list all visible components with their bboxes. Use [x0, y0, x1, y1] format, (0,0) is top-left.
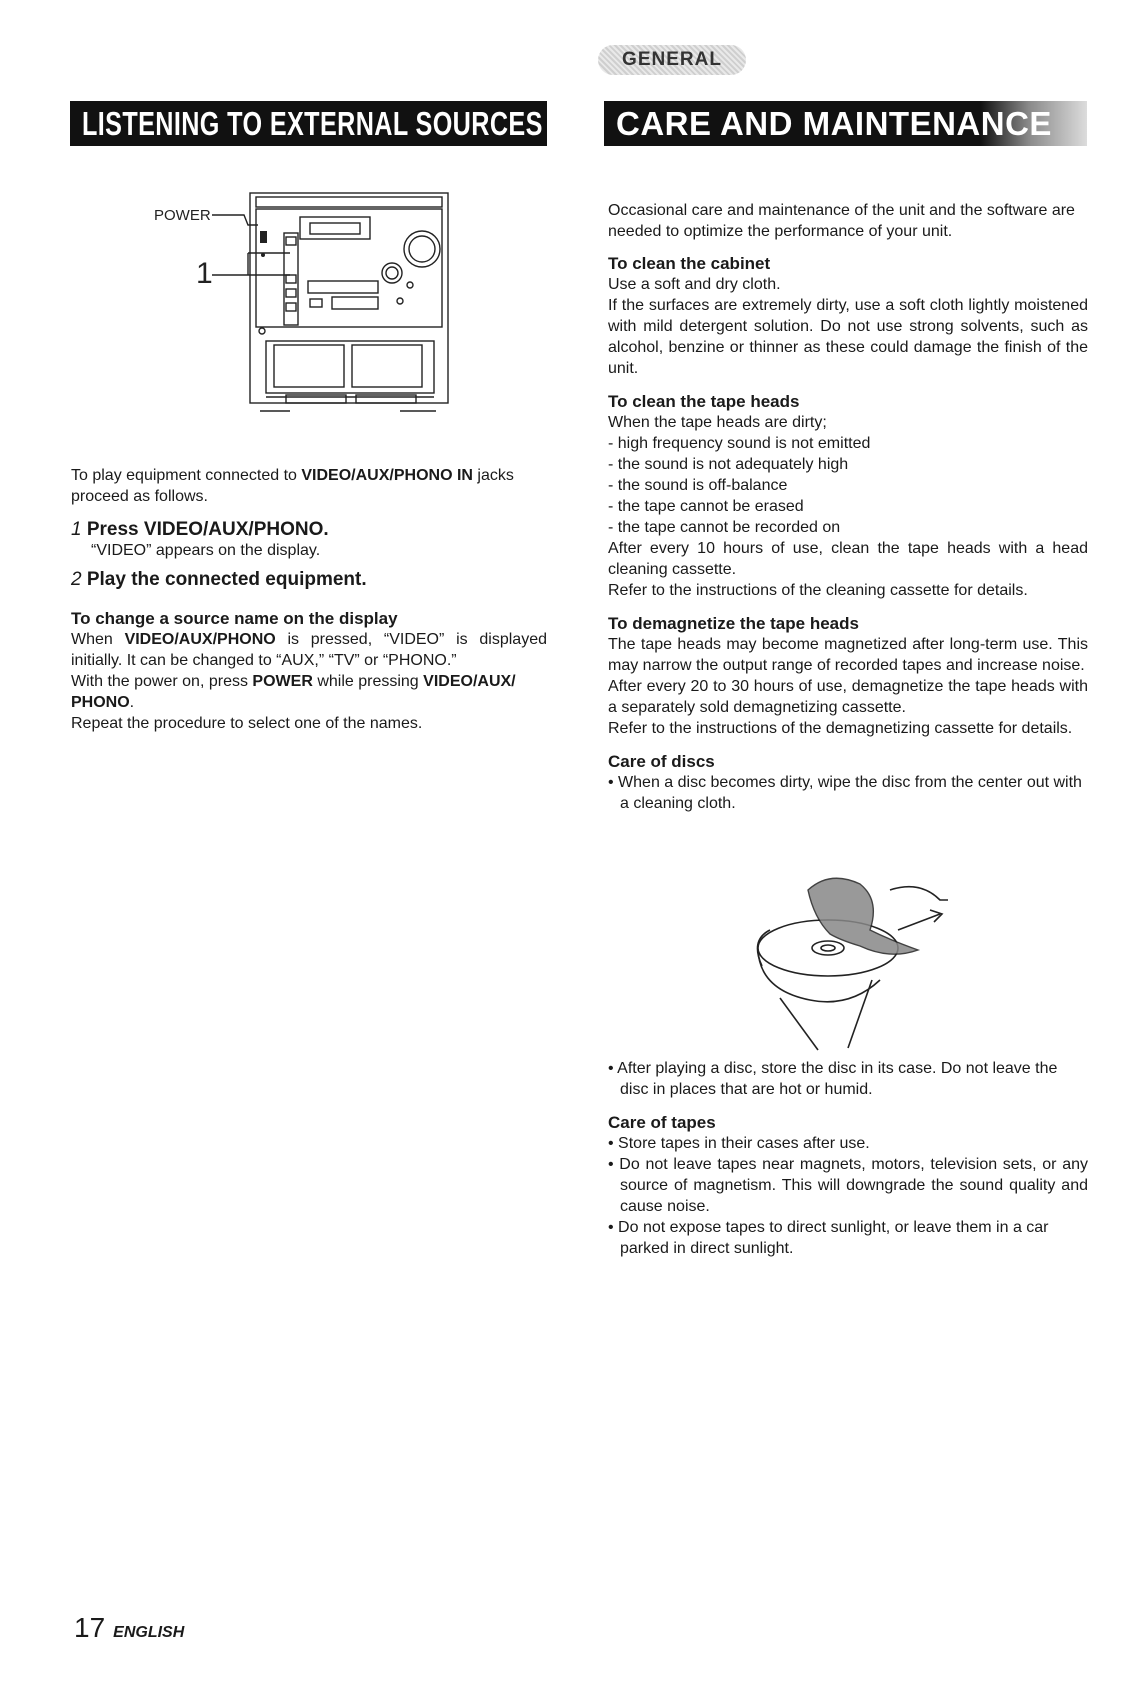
change-source-text-2: With the power on, press POWER while pressing VIDEO/AUX/ PHONO. [71, 673, 516, 711]
step-1: 1 Press VIDEO/AUX/PHONO. [71, 519, 329, 540]
discs-item-store: • After playing a disc, store the disc in its case. Do not leave the disc in places that are hot or humid. [608, 1060, 1058, 1098]
step-callout: 1 [196, 257, 213, 290]
intro-text: To play equipment connected to VIDEO/AUX/PHONO IN jacks proceed as follows. [71, 467, 514, 505]
demagnetize-text-3: Refer to the instructions of the demagnetizing cassette for details. [608, 720, 1073, 737]
clean-heads-text-1: When the tape heads are dirty; [608, 414, 827, 431]
symptom-item: - the sound is not adequately high [608, 456, 849, 473]
tapes-item: • Store tapes in their cases after use. [608, 1135, 870, 1152]
disc-cleaning-illustration [740, 870, 950, 1050]
tapes-item: • Do not expose tapes to direct sunlight, or leave them in a car parked in direct sunlight. [608, 1219, 1049, 1257]
symptom-item: - the sound is off-balance [608, 477, 788, 494]
tapes-item: • Do not leave tapes near magnets, motors, television sets, or any source of magnetism. This will downgrade the sound quality and cause noise. [608, 1156, 1088, 1215]
clean-cabinet-text-2: If the surfaces are extremely dirty, use a soft cloth lightly moistened with mild detergent solution. Do not use strong solvents, such as alcohol, benzine or thinner as these could damage the finish of the unit. [608, 297, 1088, 377]
care-tapes-title: Care of tapes [608, 1113, 716, 1132]
symptom-item: - the tape cannot be recorded on [608, 519, 841, 536]
page-footer [74, 1612, 184, 1644]
care-intro: Occasional care and maintenance of the unit and the software are needed to optimize the performance of your unit. [608, 202, 1075, 240]
care-banner: CARE AND MAINTENANCE [604, 101, 1087, 146]
left-column [71, 465, 547, 734]
clean-cabinet-title: To clean the cabinet [608, 254, 771, 273]
change-source-text-1: When VIDEO/AUX/PHONO is pressed, “VIDEO” is displayed initially. It can be changed to “AUX,” “TV” or “PHONO.” [71, 631, 548, 669]
clean-heads-title: To clean the tape heads [608, 392, 800, 411]
change-source-text-3: Repeat the procedure to select one of the names. [71, 715, 423, 732]
power-callout: POWER [154, 207, 211, 224]
care-discs-title: Care of discs [608, 752, 715, 771]
listening-banner: LISTENING TO EXTERNAL SOURCES [70, 101, 547, 146]
tapes-list [608, 1133, 1088, 1259]
change-source-title: To change a source name on the display [71, 609, 398, 628]
step-1-note: “VIDEO” appears on the display. [91, 542, 321, 559]
step-2: 2 Play the connected equipment. [71, 569, 367, 590]
demagnetize-title: To demagnetize the tape heads [608, 614, 859, 633]
discs-item-wipe: • When a disc becomes dirty, wipe the disc from the center out with a cleaning cloth. [608, 774, 1082, 812]
right-column [608, 200, 1088, 814]
demagnetize-text-1: The tape heads may become magnetized after long-term use. This may narrow the output range of recorded tapes and increase noise. [608, 636, 1088, 674]
symptom-item: - high frequency sound is not emitted [608, 435, 871, 452]
language-label: ENGLISH [113, 1624, 185, 1641]
clean-heads-text-3: Refer to the instructions of the cleaning cassette for details. [608, 582, 1028, 599]
demagnetize-text-2: After every 20 to 30 hours of use, demagnetize the tape heads with a separately sold demagnetizing cassette. [608, 678, 1088, 716]
symptom-item: - the tape cannot be erased [608, 498, 804, 515]
right-column-lower [608, 1058, 1088, 1259]
section-badge: GENERAL [598, 45, 746, 75]
page-number: 17 [74, 1612, 106, 1643]
clean-cabinet-text-1: Use a soft and dry cloth. [608, 276, 781, 293]
stereo-unit-diagram [154, 185, 460, 425]
clean-heads-symptoms [608, 433, 1088, 538]
clean-heads-text-2: After every 10 hours of use, clean the tape heads with a head cleaning cassette. [608, 540, 1088, 578]
